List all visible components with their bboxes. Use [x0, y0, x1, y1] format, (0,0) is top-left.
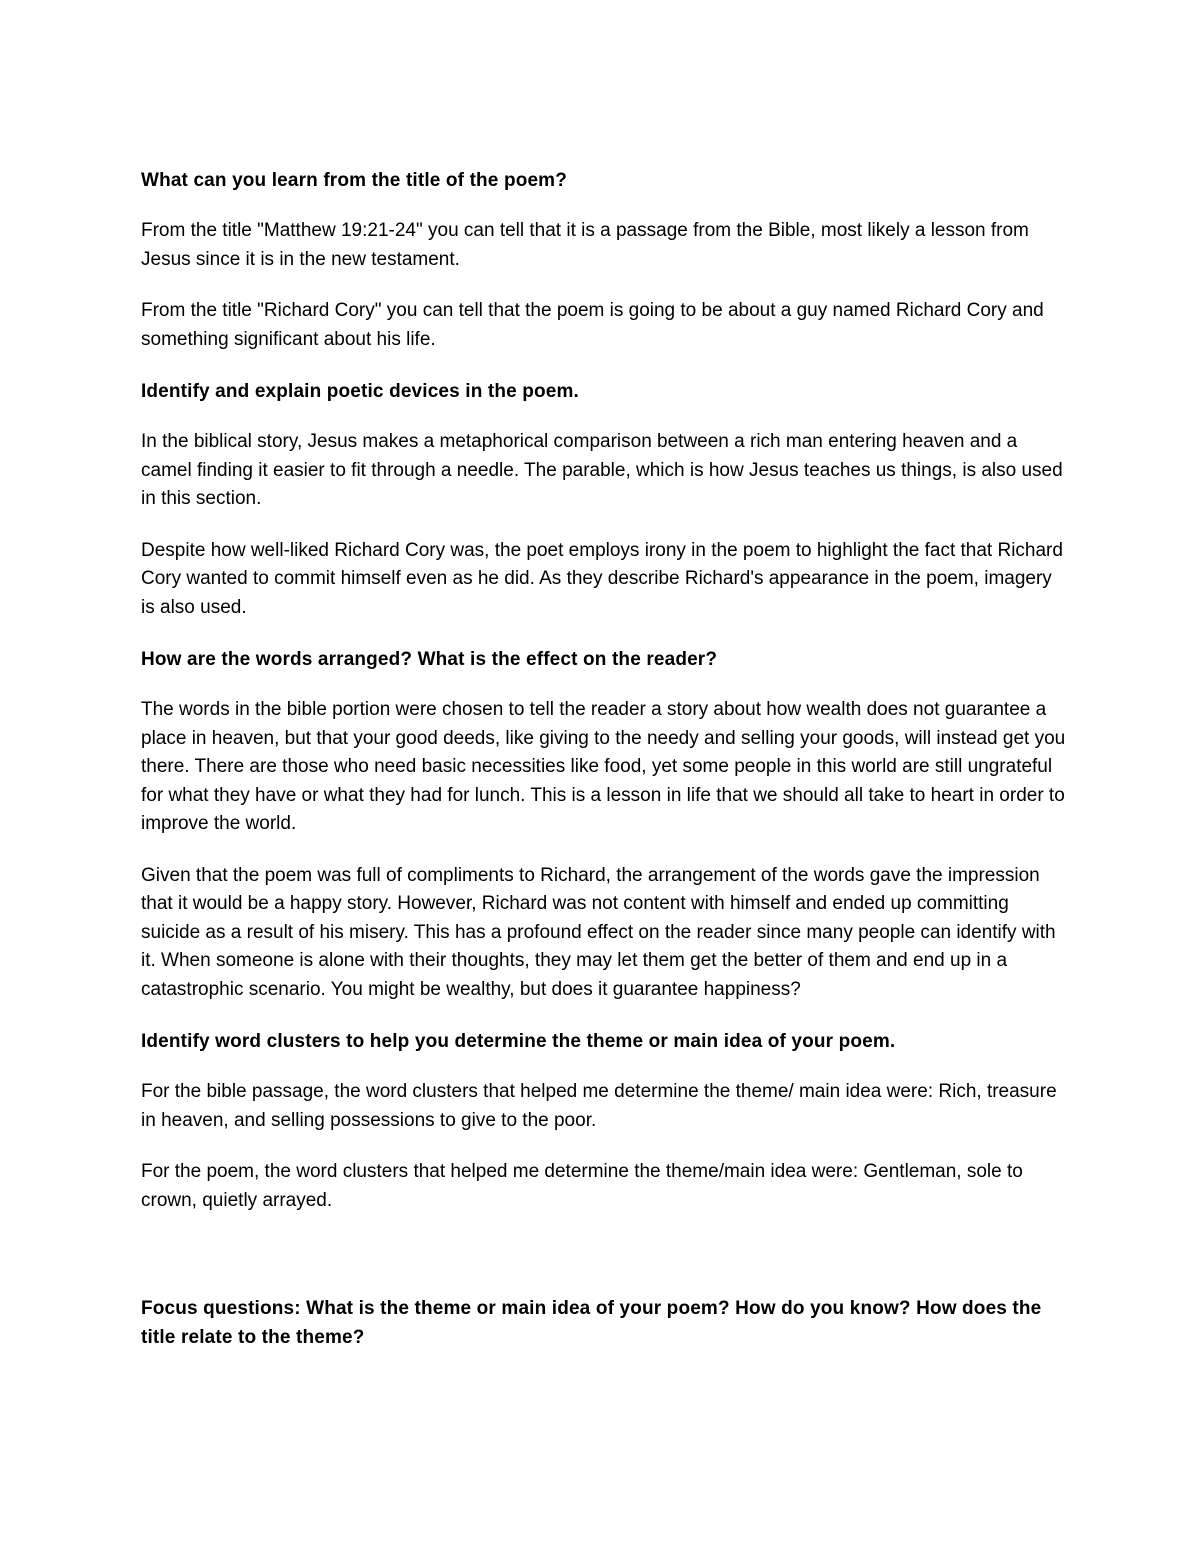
paragraph: Despite how well-liked Richard Cory was, the poet employs irony in the poem to highlight the fact that Richard Cory wanted to commit himself even as he did. As they describe Richard's appearance in the poem, imagery is also used. [141, 539, 1063, 618]
paragraph: For the poem, the word clusters that helped me determine the theme/main idea were: Gentleman, sole to crown, quietly arrayed. [141, 1161, 1023, 1211]
section-heading: How are the words arranged? What is the effect on the reader? [141, 649, 718, 670]
paragraph: The words in the bible portion were chosen to tell the reader a story about how wealth does not guarantee a place in heaven, but that your good deeds, like giving to the needy and selling your goods, will instead get you there. There are those who need basic necessities like food, yet some people in this world are still ungrateful for what they have or what they had for lunch. This is a lesson in life that we should all take to heart in order to improve the world. [141, 699, 1066, 834]
paragraph: For the bible passage, the word clusters that helped me determine the theme/ main idea were: Rich, treasure in heaven, and selling possessions to give to the poor. [141, 1081, 1057, 1131]
paragraph: From the title "Richard Cory" you can tell that the poem is going to be about a guy named Richard Cory and something significant about his life. [141, 300, 1044, 350]
paragraph: Given that the poem was full of compliments to Richard, the arrangement of the words gave the impression that it would be a happy story. However, Richard was not content with himself and ended up committing suicide as a result of his misery. This has a profound effect on the reader since many people can identify with it. When someone is alone with their thoughts, they may let them get the better of them and end up in a catastrophic scenario. You might be wealthy, but does it guarantee happiness? [141, 864, 1056, 1000]
section-heading: Identify word clusters to help you determine the theme or main idea of your poem. [141, 1031, 896, 1052]
section-heading: What can you learn from the title of the poem? [141, 170, 567, 191]
paragraph: In the biblical story, Jesus makes a metaphorical comparison between a rich man entering heaven and a camel finding it easier to fit through a needle. The parable, which is how Jesus teaches us things, is also used in this section. [141, 431, 1063, 509]
blank-space [141, 1238, 1066, 1294]
paragraph: From the title "Matthew 19:21-24" you can tell that it is a passage from the Bible, most likely a lesson from Jesus since it is in the new testament. [141, 220, 1029, 270]
section-heading: Identify and explain poetic devices in the poem. [141, 381, 579, 402]
document-body [141, 166, 1066, 1352]
focus-questions-heading: Focus questions: What is the theme or main idea of your poem? How do you know? How does the title relate to the theme? [141, 1298, 1042, 1348]
